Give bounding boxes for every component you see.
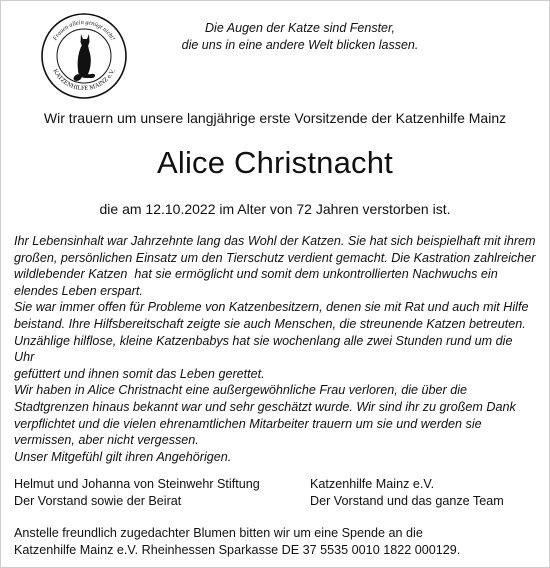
eulogy-line: gefüttert und ihnen somit das Leben gerettet.: [14, 366, 265, 381]
signature-line: Der Vorstand und das ganze Team: [310, 494, 504, 508]
signature-line: Katzenhilfe Mainz e.V.: [310, 477, 435, 491]
eulogy-line: Unser Mitgefühl gilt ihren Angehörigen.: [14, 449, 232, 464]
eulogy-line: Unzählige hilflose, kleine Katzenbabys hat sie wochenlang alle zwei Stunden rund um die Uhr: [14, 333, 513, 365]
donation-line: Katzenhilfe Mainz e.V. Rheinhessen Sparkasse DE 37 5535 0010 1822 000129.: [14, 543, 461, 557]
signature-line: Der Vorstand sowie der Beirat: [14, 494, 182, 508]
logo-ring-text-bottom: KATZENHILFE MAINZ e.V.: [51, 67, 117, 93]
eulogy-line: beistand. Ihre Hilfsbereitschaft zeigte sie auch Menschen, die streunende Katzen betreuten.: [14, 316, 526, 331]
eulogy-line: Ihr Lebensinhalt war Jahrzehnte lang das Wohl der Katzen. Sie hat sich beispielhaft mit ihrem: [14, 234, 536, 248]
eulogy-text: [14, 233, 536, 465]
signature-line: Helmut und Johanna von Steinwehr Stiftung: [14, 477, 260, 491]
signature-right: [310, 476, 504, 510]
eulogy-line: wildlebender Katzen hat sie ermöglicht und somit dem unkontrollierten Nachwuchs ein: [14, 267, 498, 282]
eulogy-line: Sie war immer offen für Probleme von Katzenbesitzern, denen sie mit Rat und auch mit Hilfe: [14, 300, 529, 315]
cat-silhouette-icon: [74, 34, 96, 81]
eulogy-line: elendes Leben erspart.: [14, 283, 143, 298]
donation-note: [14, 525, 544, 559]
poem-quote: [150, 20, 450, 54]
death-line: die am 12.10.2022 im Alter von 72 Jahren verstorben ist.: [99, 201, 451, 217]
eulogy-line: Wir haben in Alice Christnacht eine außergewöhnliche Frau verloren, die über die: [14, 383, 468, 398]
logo-seal: [40, 12, 128, 100]
signature-left: [14, 476, 260, 510]
quote-line: die uns in eine andere Welt blicken lassen.: [181, 38, 419, 52]
donation-line: Anstelle freundlich zugedachter Blumen bitten wir um eine Spende an die: [14, 526, 423, 540]
eulogy-line: verpflichtet und die vielen ehrenamtlichen Mitarbeiter trauern um sie und werden sie: [14, 416, 482, 431]
intro-line: Wir trauern um unsere langjährige erste Vorsitzende der Katzenhilfe Mainz: [43, 110, 507, 126]
eulogy-line: vermissen, aber nicht vergessen.: [14, 433, 199, 448]
quote-line: Die Augen der Katze sind Fenster,: [205, 21, 395, 35]
eulogy-line: großen, persönlichen Einsatz um den Tierschutz verdient gemacht. Die Kastration zahlreicher: [14, 250, 536, 265]
katzenhilfe-logo: [40, 12, 128, 100]
eulogy-line: Stadtgrenzen hinaus bekannt war und sehr geschätzt wurde. Wir sind ihr zu großem Dank: [14, 399, 516, 414]
deceased-name: Alice Christnacht: [157, 145, 393, 180]
logo-ring-text-top: Frauen allein genügt nicht!: [51, 18, 117, 42]
